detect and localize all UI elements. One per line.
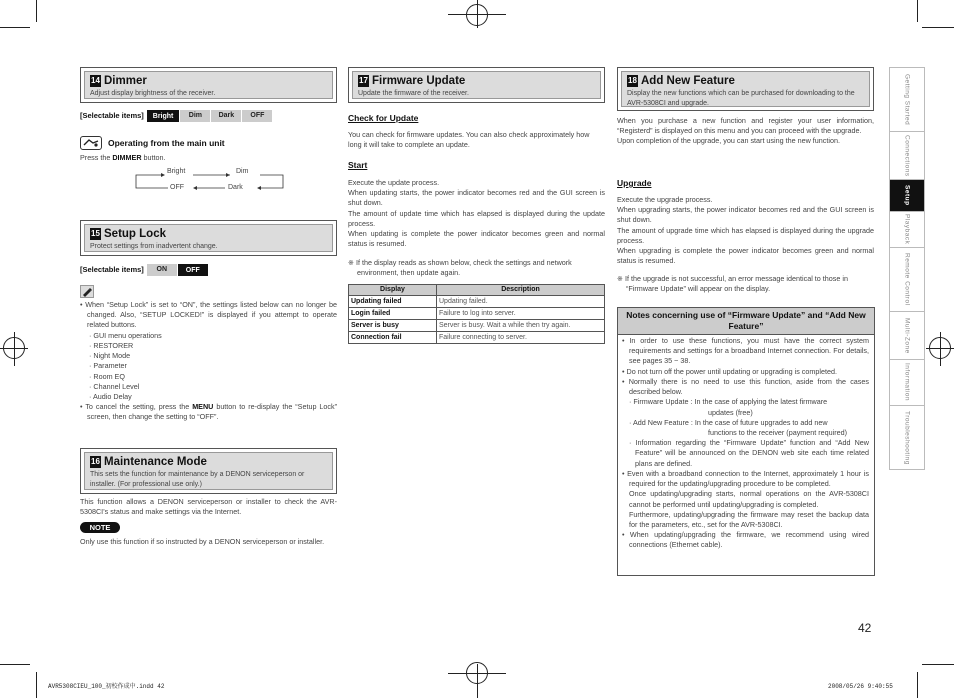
crop-mark — [36, 672, 37, 698]
crop-mark — [477, 664, 478, 698]
cycle-arrows — [130, 168, 290, 194]
table-row — [349, 296, 605, 308]
firmware-remark: ※ If the display reads as shown below, check the settings and network environment, then update again. — [348, 258, 572, 278]
tab-label: Remote Control — [903, 253, 911, 306]
start-text: Execute the update process. When updating starts, the power indicator becomes red and the GUI screen is shut down. The amount of update time which has elapsed is displayed during the update process. When updating is complete the power indicator becomes green and normal status is resumed. — [348, 178, 605, 249]
locked-item: · Parameter — [89, 361, 127, 371]
side-tab-getting-started[interactable] — [890, 68, 924, 132]
section-title: Dimmer — [104, 75, 147, 87]
note-sub-item: · Information regarding the “Firmware Update” function and “Add New Feature” will be announced on the DENON web site each time related plans are defined. — [629, 438, 869, 468]
side-tab-troubleshooting[interactable] — [890, 406, 924, 470]
page-number: 42 — [858, 621, 872, 635]
crop-mark — [917, 0, 918, 22]
section-subtitle: Display the new functions which can be purchased for downloading to the AVR-5308CI and upgrade. — [627, 90, 855, 108]
cycle-dark: Dark — [228, 184, 243, 191]
press-dimmer-text — [80, 153, 166, 163]
section-number: 16 — [91, 457, 100, 466]
remote-hand-icon — [80, 136, 102, 150]
note-text — [80, 402, 337, 422]
section-title: Setup Lock — [104, 228, 166, 240]
notes-body — [618, 335, 874, 551]
locked-item: · RESTORER — [89, 340, 134, 350]
tab-label: Multi-Zone — [903, 317, 911, 354]
locked-item: · Audio Delay — [89, 391, 132, 401]
side-tab-playback[interactable] — [890, 212, 924, 248]
dimmer-button-label: DIMMER — [112, 153, 142, 162]
setup-lock-selectable-items — [80, 264, 209, 276]
side-tab-information[interactable] — [890, 360, 924, 406]
crop-mark — [477, 0, 478, 28]
column-header: Description — [437, 285, 605, 296]
note-bullet: • Normally there is no need to use this function, aside from the cases described below. — [622, 376, 869, 397]
upgrade-remark: ※ If the upgrade is not successful, an error message identical to those in “Firmware Update” will appear on the display. — [617, 274, 848, 294]
tab-label: Connections — [903, 134, 911, 177]
tab-label: Playback — [903, 214, 911, 245]
operating-title: Operating from the main unit — [108, 137, 225, 148]
note-bullet: • When updating/upgrading the firmware, we recommend using wired connections (Ethernet cable). — [622, 530, 869, 550]
upgrade-text: Execute the upgrade process. When upgrading starts, the power indicator becomes red and the GUI screen is shut down. The amount of upgrade time which has elapsed is displayed during the upgrade process. When upgrading is complete the power indicator becomes green and normal status is resumed. — [617, 195, 874, 266]
note-bullet: • In order to use these functions, you must have the correct system requirements and settings for a broadband Internet connection. For details, see pages 35 ~ 38. — [622, 336, 869, 366]
text: • To cancel the setting, press the — [80, 402, 193, 412]
crop-mark — [14, 332, 15, 366]
crop-mark — [922, 664, 954, 665]
section-subtitle: This sets the function for maintenance by a DENON serviceperson or installer. (For professional use only.) — [90, 471, 305, 489]
crop-mark — [940, 332, 941, 366]
description-cell: Server is busy. Wait a while then try again. — [437, 320, 605, 332]
operating-heading — [80, 136, 225, 150]
check-for-update-heading: Check for Update — [348, 113, 419, 123]
note-bullet: • Do not turn off the power until updating or upgrading is completed. — [622, 366, 837, 376]
note-sub-item: · Firmware Update : In the case of applying the latest firmware — [629, 397, 828, 407]
crop-mark — [922, 27, 954, 28]
description-cell: Failure connecting to server. — [437, 332, 605, 344]
start-heading: Start — [348, 160, 368, 170]
section-number: 18 — [628, 76, 637, 85]
tab-label: Troubleshooting — [903, 411, 911, 465]
locked-item: · Room EQ — [89, 371, 125, 381]
maintenance-note-text: Only use this function if so instructed by a DENON serviceperson or installer. — [80, 537, 325, 546]
section-subtitle: Protect settings from inadvertent change. — [90, 243, 218, 250]
selectable-label: [Selectable items] — [80, 110, 144, 120]
menu-button-label: MENU — [192, 402, 214, 412]
description-cell: Updating failed. — [437, 296, 605, 308]
side-tab-remote-control[interactable] — [890, 248, 924, 312]
section-title: Maintenance Mode — [104, 456, 207, 468]
description-cell: Failure to log into server. — [437, 308, 605, 320]
firmware-section-header — [348, 67, 605, 103]
note-sub-item-cont: functions to the receiver (payment required) — [708, 427, 848, 437]
maintenance-section-header — [80, 448, 337, 494]
note-pencil-icon — [80, 285, 94, 298]
cycle-off: OFF — [170, 184, 184, 191]
column-header: Display — [349, 285, 437, 296]
setup-lock-notes — [80, 300, 337, 423]
note-paragraph: Once updating/upgrading starts, normal operations on the AVR-5308CI cannot be performed until updating/upgrading is completed. — [629, 489, 869, 509]
tab-label: Setup — [903, 185, 911, 206]
maintenance-body: This function allows a DENON serviceperson or installer to check the AVR-5308CI’s status and make settings via the Internet. — [80, 497, 337, 517]
cycle-dim: Dim — [236, 168, 249, 175]
crop-mark — [0, 664, 30, 665]
table-row — [349, 320, 605, 332]
side-tab-setup[interactable] — [890, 180, 924, 212]
note-badge: NOTE — [80, 522, 120, 533]
option-off: OFF — [242, 110, 272, 122]
selectable-label: [Selectable items] — [80, 264, 144, 274]
side-tabs — [889, 67, 925, 470]
add-feature-section-header — [617, 67, 874, 111]
option-dim: Dim — [180, 110, 210, 122]
text: Press the — [80, 153, 113, 162]
crop-mark — [917, 672, 918, 698]
note-text: • When “Setup Lock” is set to “ON”, the settings listed below can no longer be changed. Also, “SETUP LOCKED!” is displayed if you attempt to operate related buttons. — [80, 300, 337, 330]
add-feature-intro: When you purchase a new function and register your user information, “Registerd” is displayed on this menu and you can proceed with the upgrade. Upon completion of the upgrade, you can start using the new function. — [617, 116, 874, 146]
table-header-row — [349, 285, 605, 296]
section-subtitle: Update the firmware of the receiver. — [358, 90, 469, 97]
crop-mark — [0, 27, 30, 28]
upgrade-heading: Upgrade — [617, 178, 652, 188]
display-cell: Connection fail — [349, 332, 437, 344]
locked-item: · Channel Level — [89, 381, 140, 391]
text: button to re-display the “Setup Lock” screen, then change the setting to “OFF”. — [87, 402, 337, 422]
section-number: 14 — [91, 76, 100, 85]
tab-label: Getting Started — [903, 73, 911, 126]
note-sub-item-cont: updates (free) — [708, 407, 753, 417]
display-cell: Login failed — [349, 308, 437, 320]
notes-box — [617, 307, 875, 576]
option-dark: Dark — [211, 110, 241, 122]
display-cell: Updating failed — [349, 296, 437, 308]
check-for-update-text: You can check for firmware updates. You can also check approximately how long it will take to complete an update. — [348, 130, 590, 150]
note-sub-item: · Add New Feature : In the case of future upgrades to add new — [629, 417, 828, 427]
section-number: 17 — [359, 76, 368, 85]
option-on: ON — [147, 264, 177, 276]
section-subtitle: Adjust display brightness of the receiver. — [90, 90, 216, 97]
error-table — [348, 284, 605, 344]
locked-item: · GUI menu operations — [89, 330, 162, 340]
section-title: Firmware Update — [372, 75, 466, 87]
option-off: OFF — [178, 264, 208, 276]
section-number: 15 — [91, 229, 100, 238]
note-paragraph: Furthermore, updating/upgrading the firmware may reset the backup data for the parameters, etc., set for the AVR-5308CI. — [629, 509, 869, 529]
table-row — [349, 308, 605, 320]
setup-lock-section-header — [80, 220, 337, 256]
footer-timestamp: 2008/05/26 9:40:55 — [828, 683, 893, 690]
footer-filename: AVR5308CIEU_100_初校作成中.indd 42 — [48, 683, 165, 690]
option-bright: Bright — [147, 110, 180, 122]
display-cell: Server is busy — [349, 320, 437, 332]
tab-label: Information — [903, 363, 911, 402]
side-tab-connections[interactable] — [890, 132, 924, 180]
notes-title: Notes concerning use of “Firmware Update” and “Add New Feature” — [618, 308, 874, 335]
locked-item: · Night Mode — [89, 351, 131, 361]
section-title: Add New Feature — [641, 75, 735, 87]
crop-mark — [36, 0, 37, 22]
text: button. — [141, 153, 166, 162]
note-bullet: • Even with a broadband connection to the Internet, approximately 1 hour is required for the updating/upgrading procedure to be completed. — [622, 468, 869, 489]
table-row — [349, 332, 605, 344]
side-tab-multi-zone[interactable] — [890, 312, 924, 360]
cycle-bright: Bright — [167, 168, 186, 175]
dimmer-selectable-items — [80, 110, 273, 122]
dimmer-section-header — [80, 67, 337, 103]
